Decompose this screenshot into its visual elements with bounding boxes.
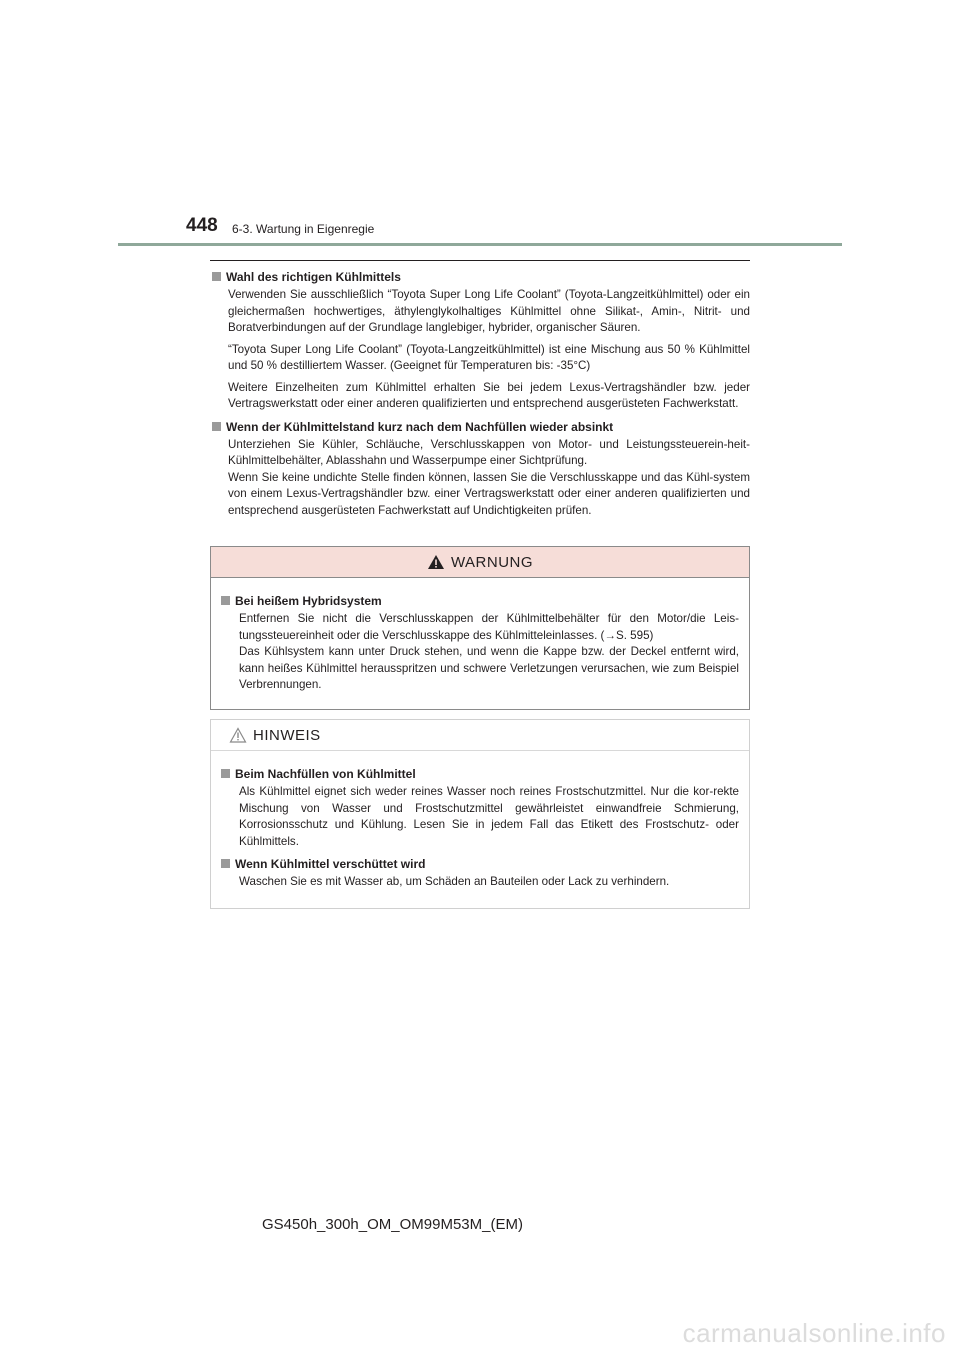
notice-body — [211, 751, 749, 891]
square-bullet-icon — [212, 422, 221, 431]
square-bullet-icon — [221, 596, 230, 605]
paragraph: Das Kühlsystem kann unter Druck stehen, und wenn die Kappe bzw. der Deckel entfernt wird, kann heißes Kühlmittel herausspritzen und schwere Verletzungen verursachen, wie zum Beispiel Verbrennungen. — [239, 645, 739, 691]
document-code: GS450h_300h_OM_OM99M53M_(EM) — [262, 1216, 523, 1233]
paragraph: Unterziehen Sie Kühler, Schläuche, Verschlusskappen von Motor- und Leistungssteuerein-heit-Kühlmittelbehälter, Ablasshahn und Wasserpumpe einer Sichtprüfung. — [228, 437, 750, 467]
section-title: Wenn der Kühlmittelstand kurz nach dem Nachfüllen wieder absinkt — [226, 419, 614, 434]
notice-box — [210, 719, 750, 909]
paragraph: Als Kühlmittel eignet sich weder reines Wasser noch reines Frostschutzmittel. Nur die kor-rekte Mischung von Wasser und Frostschutzmittel gewährleistet einwandfreie Schmierung, Korrosionsschutz und Kühlung. Lesen Sie in jedem Fall das Etikett des Frostschutz- oder Kühlmittels. — [239, 785, 739, 848]
warning-box — [210, 546, 750, 710]
notice-item-title: Wenn Kühlmittel verschüttet wird — [235, 857, 426, 871]
paragraph: Weitere Einzelheiten zum Kühlmittel erhalten Sie bei jedem Lexus-Vertragshändler bzw. jeder Vertragswerkstatt oder einer anderen qualifizierten und entsprechend ausgerüsteten Fachwerkstatt. — [228, 380, 750, 410]
paragraph: Entfernen Sie nicht die Verschlusskappen der Kühlmittelbehälter für den Motor/die Leis-tungssteuereinheit oder die Verschlusskappe des Kühlmitteleinlasses. (→S. 595) — [239, 612, 739, 642]
notice-item-title: Beim Nachfüllen von Kühlmittel — [235, 767, 416, 781]
warning-header — [211, 547, 749, 578]
square-bullet-icon — [221, 859, 230, 868]
page-number: 448 — [186, 215, 218, 236]
warning-triangle-icon — [427, 554, 445, 570]
warning-label: WARNUNG — [450, 553, 534, 571]
notice-header — [211, 720, 749, 751]
section-coolant-drop — [210, 418, 750, 520]
paragraph: Waschen Sie es mit Wasser ab, um Schäden an Bauteilen oder Lack zu verhindern. — [239, 875, 670, 888]
section-coolant-choice — [210, 268, 750, 413]
warning-body — [211, 578, 749, 694]
warning-item-title: Bei heißem Hybridsystem — [235, 594, 382, 608]
square-bullet-icon — [221, 769, 230, 778]
paragraph: “Toyota Super Long Life Coolant” (Toyota-Langzeitkühlmittel) ist eine Mischung aus 50 % Kühlmittel und 50 % destilliertem Wasser. (Geeignet für Temperaturen bis: -35°C) — [228, 342, 750, 372]
section-title: Wahl des richtigen Kühlmittels — [226, 270, 401, 284]
main-content — [210, 268, 750, 524]
header-rule — [118, 243, 842, 246]
paragraph: Verwenden Sie ausschließlich “Toyota Super Long Life Coolant” (Toyota-Langzeitkühlmittel) oder ein gleichermaßen hochwertiges, äthylenglykolhaltiges Kühlmittel ohne Silikat-, Amin-, Nitrit- und Boratverbindungen auf der Grundlage langlebiger, hybrider, organischer Säuren. — [228, 288, 750, 334]
watermark: carmanualsonline.info — [682, 1318, 946, 1348]
paragraph: Wenn Sie keine undichte Stelle finden können, lassen Sie die Verschlusskappe und das Kühl-system von einem Lexus-Vertragshändler bzw. einer Vertragswerkstatt oder einer anderen qualifizierten und entsprechend ausgerüsteten Fachwerkstatt auf Undichtigkeiten prüfen. — [228, 470, 750, 517]
top-rule — [210, 260, 750, 261]
chapter-title: 6-3. Wartung in Eigenregie — [232, 222, 375, 236]
caution-triangle-icon — [229, 727, 247, 743]
notice-label: HINWEIS — [253, 726, 321, 744]
square-bullet-icon — [212, 272, 221, 281]
